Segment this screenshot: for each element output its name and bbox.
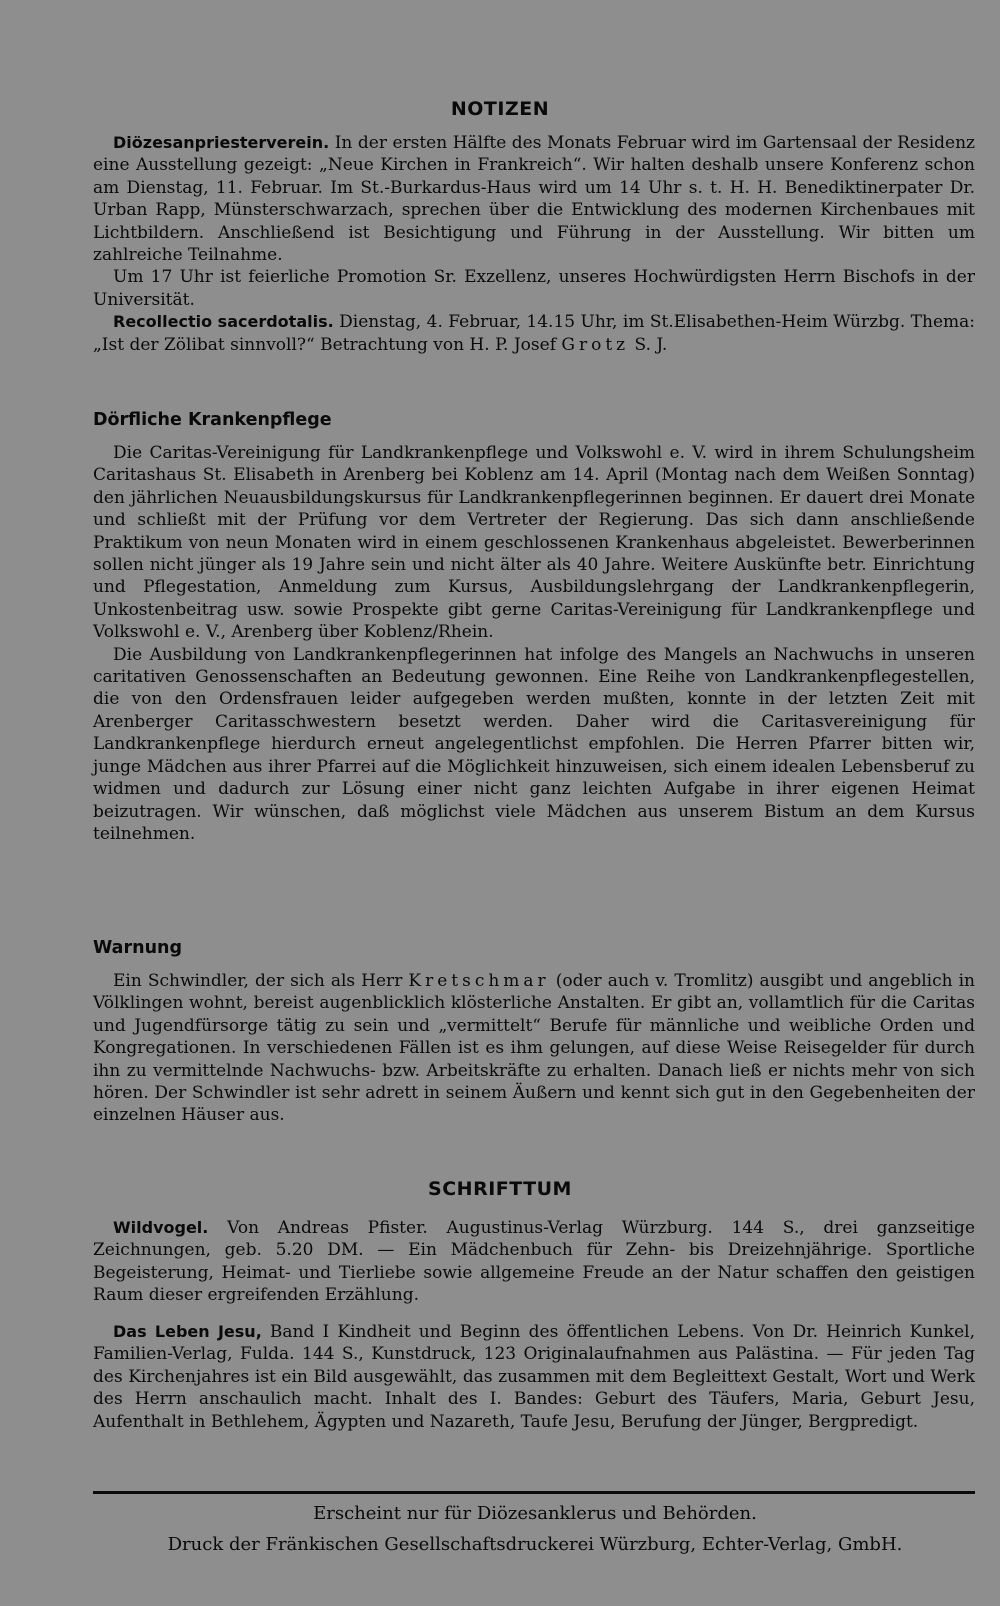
krankenpflege-block [93,442,975,845]
krankenpflege-paragraph-2: Die Ausbildung von Landkrankenpflegerinnen hat infolge des Mangels an Nachwuchs in unseren caritativen Genossenschaften an Bedeutung gewonnen. Eine Reihe von Landkrankenpflegestellen, die von den Ordensfrauen leider aufgegeben werden mußten, konnte in der letzten Zeit mit Arenberger Caritasschwestern besetzt werden. Daher wird die Caritasvereinigung für Landkrankenpflege hierdurch erneut angelegentlichst empfohlen. Die Herren Pfarrer bitten wir, junge Mädchen aus ihrer Pfarrei auf die Möglichkeit hinzuweisen, sich einem idealen Lebensberuf zu widmen und dadurch zur Lösung einer nicht ganz leichten Aufgabe in ihrer eigenen Heimat beizutragen. Wir wünschen, daß möglichst viele Mädchen aus unserem Bistum an dem Kursus teilnehmen. [93,644,975,844]
section-title-schrifttum: SCHRIFTTUM [428,1178,572,1200]
warnung-swindler-name: Kretschmar [408,971,550,991]
footer-divider [93,1491,975,1494]
recollectio-paragraph [93,311,975,356]
wildvogel-text: Von Andreas Pfister. Augustinus-Verlag Würzburg. 144 S., drei ganzseitige Zeichnungen, geb. 5.20 DM. — Ein Mädchenbuch für Zehn- bis Dreizehnjährige. Sportliche Begeisterung, Heimat- und Tierliebe sowie allgemeine Freude an der Natur schaffen den geistigen Raum dieser ergreifenden Erzählung. [93,1218,975,1306]
footer-line-1: Erscheint nur für Diözesanklerus und Behörden. [313,1503,757,1524]
warnung-text-end: (oder auch v. Tromlitz) ausgibt und angeblich in Völklingen wohnt, bereist augenblicklich klösterliche Anstalten. Er gibt an, vollamtlich für die Caritas und Jugendfürsorge tätig zu sein und „vermittelt“ Berufe für männliche und weibliche Orden und Kongregationen. In verschiedenen Fällen ist es ihm gelungen, auf diese Weise Reisegelder für durch ihn zu vermittelnde Nachwuchs- bzw. Arbeitskräfte zu erhalten. Danach ließ er nichts mehr von sich hören. Der Schwindler ist sehr adrett in seinem Äußern und kennt sich gut in den Gegebenheiten der einzelnen Häuser aus. [93,971,975,1126]
section-heading-krankenpflege: Dörfliche Krankenpflege [93,410,332,430]
dioezesan-lead: Diözesanpriesterverein. [113,133,330,152]
recollectio-lead: Recollectio sacerdotalis. [113,312,334,332]
wildvogel-review [93,1217,975,1307]
recollectio-text: Dienstag, 4. Februar, 14.15 Uhr, im St.Elisabethen-Heim Würzbg. Thema: „Ist der Zölibat sinnvoll?“ Betrachtung von H. P. Josef [93,312,976,355]
krankenpflege-paragraph-1: Die Caritas-Vereinigung für Landkrankenpflege und Volkswohl e. V. wird in ihrem Schulungsheim Caritashaus St. Elisabeth in Arenberg bei Koblenz am 14. April (Montag nach dem Weißen Sonntag) den jährlichen Neuausbildungskursus für Landkrankenpflegerinnen beginnen. Er dauert drei Monate und schließt mit der Prüfung vor dem Vertreter der Regierung. Das sich dann anschließende Praktikum von neun Monaten wird in einem geschlossenen Krankenhaus abgeleistet. Bewerberinnen sollen nicht jünger als 19 Jahre sein und nicht älter als 40 Jahre. Weitere Auskünfte betr. Einrichtung und Pflegestation, Anmeldung zum Kursus, Ausbildungslehrgang der Landkrankenpflegerin, Unkostenbeitrag usw. sowie Prospekte gibt gerne Caritas-Vereinigung für Landkrankenpflege und Volkswohl e. V., Arenberg über Koblenz/Rhein. [93,443,975,643]
section-heading-warnung: Warnung [93,938,183,958]
dioezesan-paragraph [93,132,975,266]
schrifttum-block-2 [93,1321,975,1433]
warnung-block [93,970,975,1127]
leben-jesu-lead: Das Leben Jesu, [113,1322,262,1341]
section-title-notizen: NOTIZEN [450,98,550,120]
schrifttum-block [93,1217,975,1307]
promotion-paragraph: Um 17 Uhr ist feierliche Promotion Sr. Exzellenz, unseres Hochwürdigsten Herrn Bischofs in der Universität. [93,267,975,310]
wildvogel-lead: Wildvogel. [113,1218,209,1237]
recollectio-text-end: S. J. [629,334,668,355]
notizen-block [93,132,975,356]
footer-line-2: Druck der Fränkischen Gesellschaftsdruckerei Würzburg, Echter-Verlag, GmbH. [167,1534,903,1555]
recollectio-speaker-name: Grotz [561,334,630,355]
leben-jesu-text: Band I Kindheit und Beginn des öffentlichen Lebens. Von Dr. Heinrich Kunkel, Familien-Verlag, Fulda. 144 S., Kunstdruck, 123 Originalaufnahmen aus Palästina. — Für jeden Tag des Kirchenjahres ist ein Bild ausgewählt, das zusammen mit dem Begleittext Gestalt, Wort und Werk des Herrn anschaulich macht. Inhalt des I. Bandes: Geburt des Täufers, Maria, Geburt Jesu, Aufenthalt in Bethlehem, Ägypten und Nazareth, Taufe Jesu, Berufung der Jünger, Bergpredigt. [93,1322,975,1432]
warnung-paragraph [93,970,975,1127]
warnung-text: Ein Schwindler, der sich als Herr [113,971,409,991]
dioezesan-text: In der ersten Hälfte des Monats Februar wird im Gartensaal der Residenz eine Ausstellung gezeigt: „Neue Kirchen in Frankreich“. Wir halten deshalb unsere Konferenz schon am Dienstag, 11. Februar. Im St.-Burkardus-Haus wird um 14 Uhr s. t. H. H. Benediktinerpater Dr. Urban Rapp, Münsterschwarzach, sprechen über die Entwicklung des modernen Kirchenbaues mit Lichtbildern. Anschließend ist Besichtigung und Führung in der Ausstellung. Wir bitten um zahlreiche Teilnahme. [93,133,975,266]
leben-jesu-review [93,1321,975,1433]
